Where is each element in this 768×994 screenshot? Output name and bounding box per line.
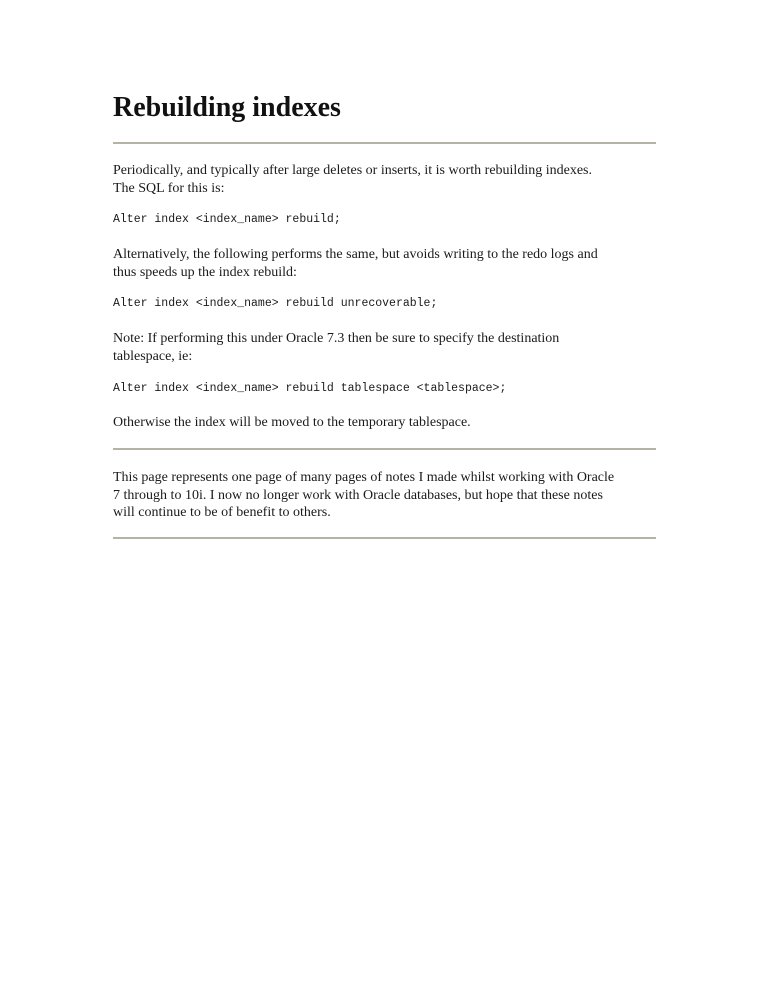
intro-line-2: The SQL for this is: [113,180,225,196]
note-paragraph [113,330,656,365]
note-line-2: tablespace, ie: [113,348,193,364]
code-unrecoverable: Alter index <index_name> rebuild unrecoverable; [113,297,438,310]
alternative-paragraph [113,246,656,281]
footer-line-2: 7 through to 10i. I now no longer work with Oracle databases, but hope that these notes [113,487,603,503]
title-divider [113,142,656,144]
intro-line-1: Periodically, and typically after large deletes or inserts, it is worth rebuilding indexes. [113,163,592,178]
content-divider [113,448,656,450]
footer-line-3: will continue to be of benefit to others. [113,505,331,520]
note-line-1: Note: If performing this under Oracle 7.3 then be sure to specify the destination [113,331,560,346]
otherwise-paragraph: Otherwise the index will be moved to the temporary tablespace. [113,415,471,430]
code-rebuild: Alter index <index_name> rebuild; [113,213,341,226]
alternative-line-2: thus speeds up the index rebuild: [113,264,297,280]
footer-divider [113,537,656,539]
code-tablespace: Alter index <index_name> rebuild tablespace <tablespace>; [113,382,507,395]
alternative-line-1: Alternatively, the following performs the same, but avoids writing to the redo logs and [113,247,598,262]
page-title: Rebuilding indexes [113,92,341,123]
intro-paragraph [113,162,656,197]
footer-paragraph [113,469,656,522]
footer-line-1: This page represents one page of many pages of notes I made whilst working with Oracle [113,470,615,485]
